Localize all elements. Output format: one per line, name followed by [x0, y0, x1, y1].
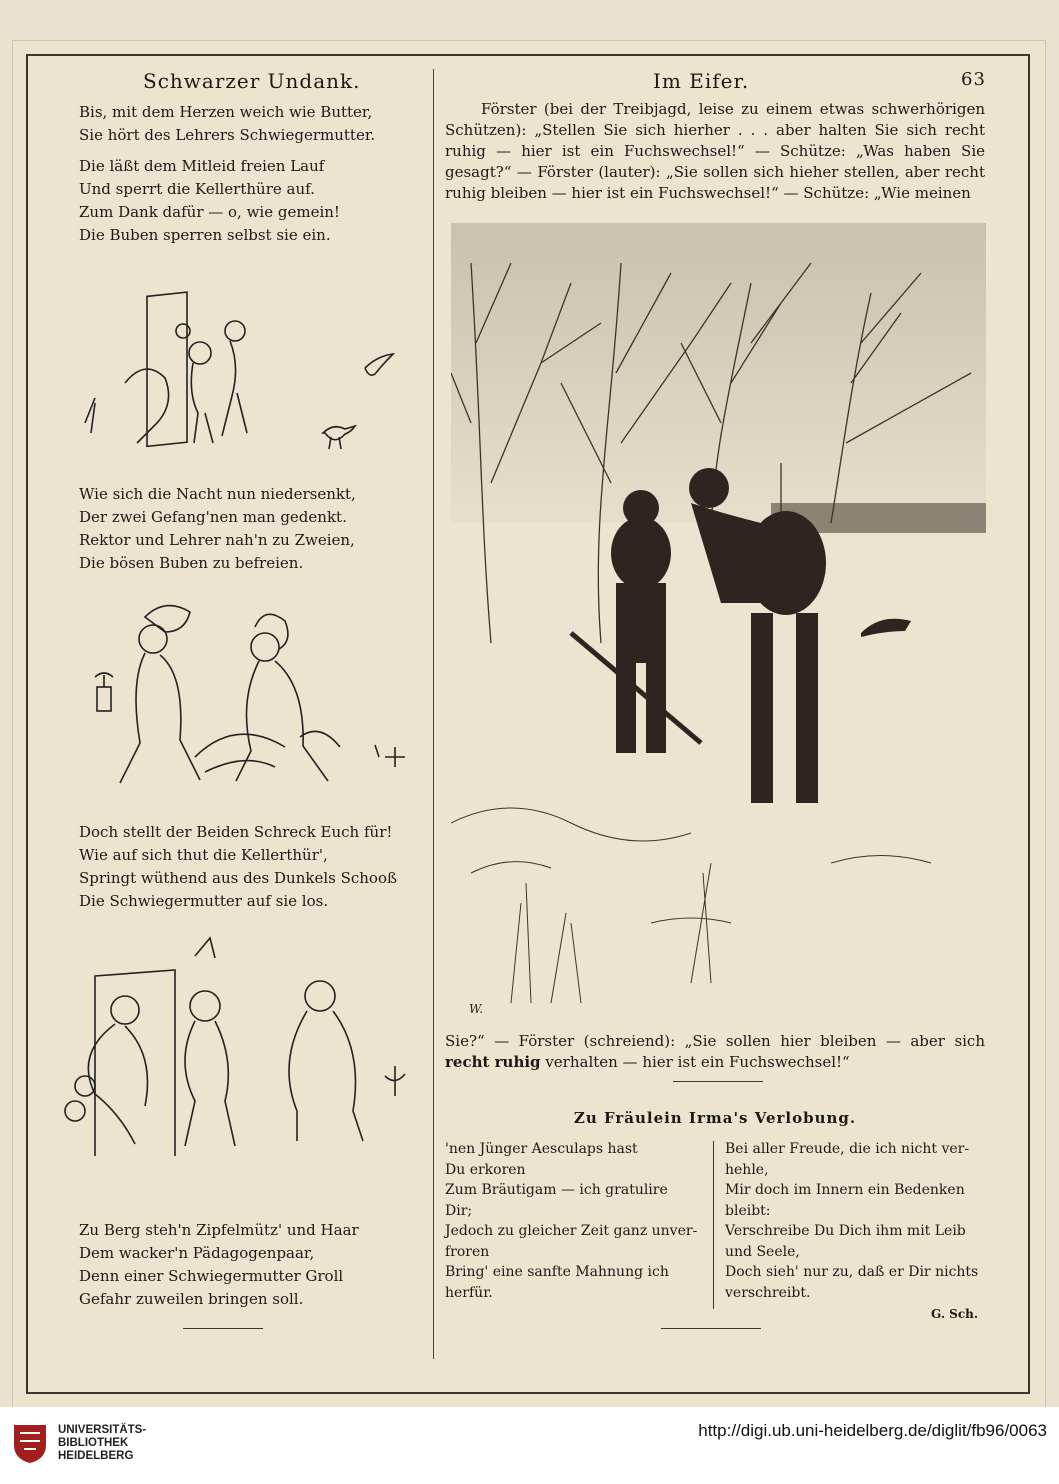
logo-line-1: UNIVERSITÄTS- [58, 1423, 147, 1436]
left-title: Schwarzer Undank. [143, 69, 361, 93]
stanza-1: Bis, mit dem Herzen weich wie Butter, Sie hört des Lehrers Schwiegermutter. [79, 103, 376, 144]
caption-part-1: Sie?“ — Förster (schreiend): „Sie sollen hier bleiben — aber sich [445, 1032, 985, 1050]
stanza-2: Die läßt dem Mitleid freien Lauf Und sperrt die Kellerthüre auf. Zum Dank dafür — o, wie gemein! Die Buben sperren selbst sie ein. [79, 157, 340, 244]
stanza-4: Doch stellt der Beiden Schreck Euch für! Wie auf sich thut die Kellerthür', Springt wüthend aus des Dunkels Schooß Die Schwiegermutter auf sie los. [79, 823, 398, 910]
left-end-rule [183, 1328, 263, 1329]
right-end-rule [661, 1328, 761, 1329]
university-seal-icon [10, 1421, 50, 1465]
artist-signature: W. [469, 1002, 484, 1016]
library-logo[interactable] [10, 1421, 146, 1465]
stanza-3: Wie sich die Nacht nun niedersenkt, Der zwei Gefang'nen man gedenkt. Rektor und Lehrer nah'n zu Zweien, Die bösen Buben zu befreien. [79, 485, 356, 572]
logo-line-2: BIBLIOTHEK [58, 1436, 129, 1449]
logo-line-3: HEIDELBERG [58, 1449, 134, 1462]
illustration-caption [445, 1031, 985, 1073]
caption-bold: recht ruhig [445, 1053, 541, 1071]
poem-signature: G. Sch. [931, 1307, 979, 1321]
column-separator [433, 69, 434, 1359]
illustration-boys-locking-door [65, 263, 395, 463]
library-footer [0, 1407, 1059, 1484]
page-number: 63 [961, 69, 986, 90]
illustration-mother-in-law-attack [45, 936, 425, 1156]
poem-divider [713, 1141, 714, 1309]
poem-column-2: Bei aller Freude, die ich nicht ver- hehle, Mir doch im Innern ein Bedenken bleibt: Verschreibe Du Dich ihm mit Leib und Seele, Doch sieh' nur zu, daß er Dir nichts verschreibt. [725, 1141, 979, 1301]
illustration-teachers-with-lantern [75, 597, 415, 797]
permalink-url[interactable]: http://digi.ub.uni-heidelberg.de/diglit/fb96/0063 [698, 1421, 1047, 1440]
caption-part-2: verhalten — hier ist ein Fuchswechsel!“ [545, 1053, 850, 1071]
library-logo-text [58, 1424, 146, 1463]
magazine-page [12, 40, 1046, 1408]
poem-column-1: 'nen Jünger Aesculaps hast Du erkoren Zum Bräutigam — ich gratulire Dir; Jedoch zu gleicher Zeit ganz unver- froren Bring' eine sanfte Mahnung ich herfür. [445, 1141, 698, 1301]
right-title: Im Eifer. [653, 69, 750, 93]
poem-title: Zu Fräulein Irma's Verlobung. [573, 1109, 857, 1127]
illustration-forester-and-hunter [451, 223, 986, 1023]
intro-dialogue: Förster (bei der Treibjagd, leise zu einem etwas schwerhörigen Schützen): „Stellen Sie sich hierher . . . aber halten Sie sich recht ruhig — hier ist ein Fuchswechsel!“ — Schütze: „Was haben Sie gesagt?“ — Förster (lauter): „Sie sollen sich hieher stellen, aber recht ruhig bleiben — hier ist ein Fuchswechsel!“ — Schütze: „Wie meinen [445, 100, 985, 202]
stanza-5: Zu Berg steh'n Zipfelmütz' und Haar Dem wacker'n Pädagogenpaar, Denn einer Schwiegermutter Groll Gefahr zuweilen bringen soll. [79, 1221, 359, 1308]
caption-rule [673, 1081, 763, 1082]
